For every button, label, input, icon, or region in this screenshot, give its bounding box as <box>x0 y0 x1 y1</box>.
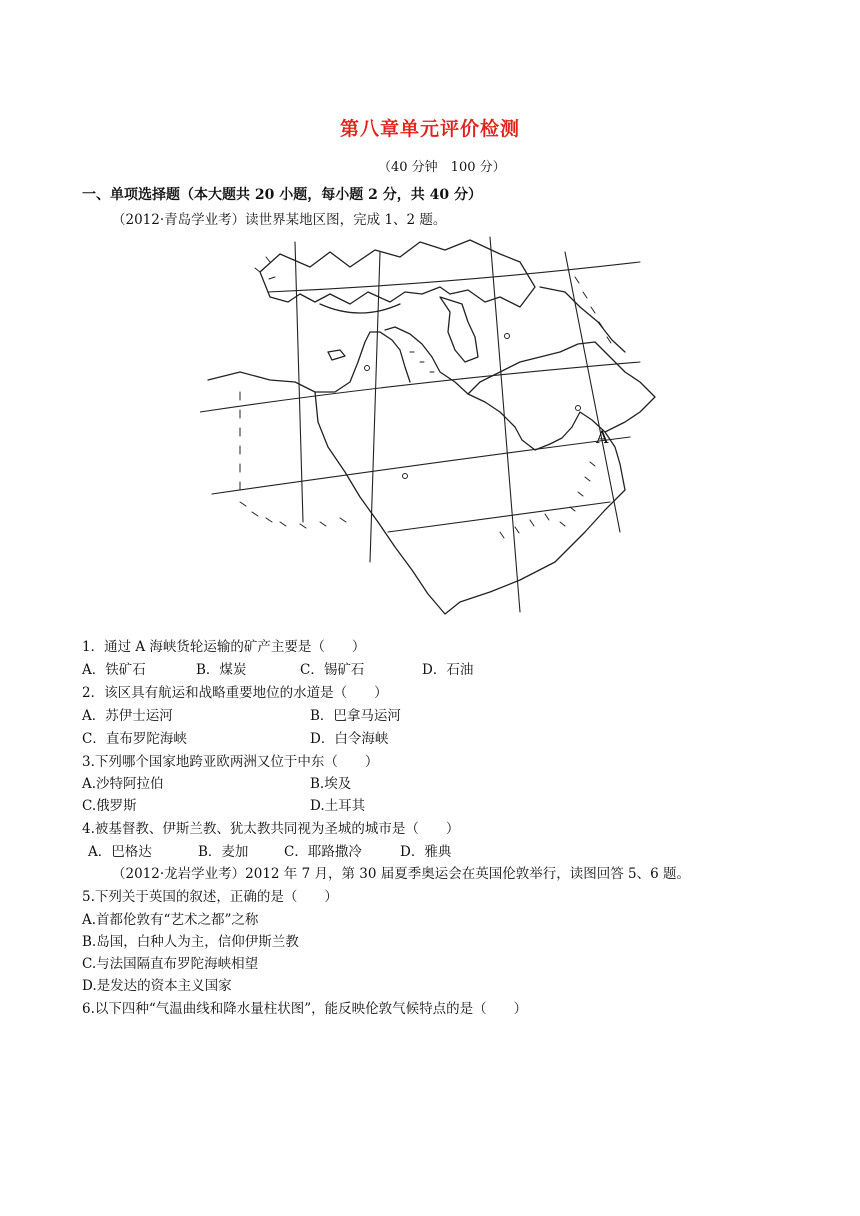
question-4: 4.被基督教、伊斯兰教、犹太教共同视为圣城的城市是（ ） <box>82 821 460 837</box>
q4-option-d: D．雅典 <box>400 844 452 860</box>
subtitle: （40 分钟 100 分） <box>378 160 506 175</box>
middle-east-map <box>200 232 660 624</box>
intro-text-2: （2012·龙岩学业考）2012 年 7 月，第 30 届夏季奥运会在英国伦敦举行，读图回答 5、6 题。 <box>112 866 690 882</box>
q3-option-a: A.沙特阿拉伯 <box>82 776 164 792</box>
question-6: 6.以下四种“气温曲线和降水量柱状图”，能反映伦敦气候特点的是（ ） <box>82 1001 528 1017</box>
question-1: 1．通过 A 海峡货轮运输的矿产主要是（ ） <box>82 639 366 655</box>
q3-option-c: C.俄罗斯 <box>82 798 137 814</box>
q1-option-a: A．铁矿石 <box>82 662 146 678</box>
q5-option-c: C.与法国隔直布罗陀海峡相望 <box>82 956 259 972</box>
section-heading: 一、单项选择题（本大题共 20 小题，每小题 2 分，共 40 分） <box>82 187 482 203</box>
q4-option-a: A．巴格达 <box>88 844 152 860</box>
q1-option-d: D．石油 <box>422 662 474 678</box>
page-title: 第八章单元评价检测 <box>339 118 520 140</box>
strait-label-a: A <box>596 428 609 448</box>
intro-text-1: （2012·青岛学业考）读世界某地区图，完成 1、2 题。 <box>112 212 447 228</box>
q5-option-d: D.是发达的资本主义国家 <box>82 978 232 994</box>
q2-option-c: C．直布罗陀海峡 <box>82 731 187 747</box>
q4-option-b: B．麦加 <box>198 844 249 860</box>
question-2: 2．该区具有航运和战略重要地位的水道是（ ） <box>82 685 388 701</box>
q5-option-a: A.首都伦敦有“艺术之都”之称 <box>82 912 259 928</box>
q1-option-b: B．煤炭 <box>196 662 247 678</box>
q5-option-b: B.岛国，白种人为主，信仰伊斯兰教 <box>82 934 299 950</box>
question-3: 3.下列哪个国家地跨亚欧两洲又位于中东（ ） <box>82 754 379 770</box>
q3-option-b: B.埃及 <box>310 776 352 792</box>
question-5: 5.下列关于英国的叙述，正确的是（ ） <box>82 889 338 905</box>
q3-option-d: D.土耳其 <box>310 798 366 814</box>
q2-option-b: B．巴拿马运河 <box>310 708 401 724</box>
q4-option-c: C．耶路撒冷 <box>284 844 362 860</box>
q1-option-c: C．锡矿石 <box>300 662 365 678</box>
q2-option-a: A．苏伊士运河 <box>82 708 173 724</box>
q2-option-d: D．白令海峡 <box>310 731 389 747</box>
